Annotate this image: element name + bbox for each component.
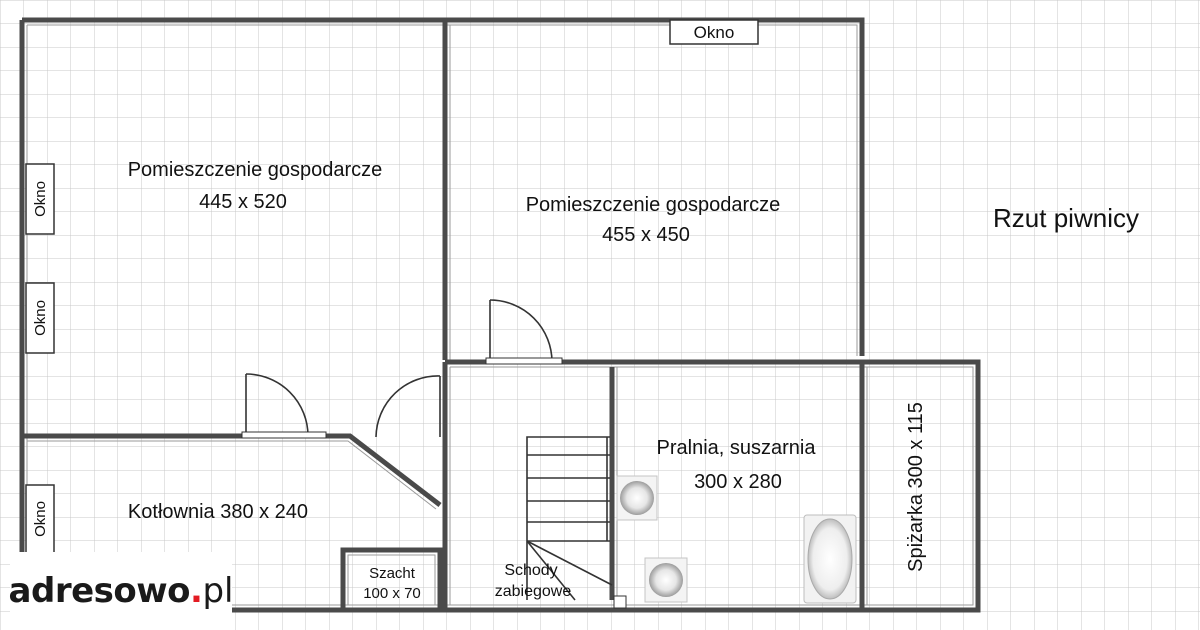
washing-machine-2 bbox=[645, 558, 687, 602]
plan-title: Rzut piwnicy bbox=[993, 203, 1139, 233]
svg-text:Okno: Okno bbox=[32, 181, 49, 217]
room-2-size: 455 x 450 bbox=[602, 224, 690, 246]
room-szacht-name: Szacht bbox=[369, 565, 415, 582]
room-pralnia-size: 300 x 280 bbox=[694, 471, 782, 493]
room-spizarka-label: Spiżarka 300 x 115 bbox=[905, 402, 927, 572]
logo-dot: . bbox=[190, 571, 203, 611]
svg-text:Okno: Okno bbox=[693, 23, 735, 42]
window-left-2 bbox=[26, 283, 54, 353]
washing-machine-1 bbox=[617, 476, 657, 520]
room-2-name: Pomieszczenie gospodarcze bbox=[525, 194, 781, 216]
window-left-3 bbox=[26, 485, 54, 553]
svg-text:Okno: Okno bbox=[32, 501, 49, 537]
room-kotlownia-label: Kotłownia 380 x 240 bbox=[127, 501, 309, 523]
bathtub bbox=[804, 515, 856, 603]
window-top bbox=[670, 20, 758, 44]
svg-text:Okno: Okno bbox=[32, 300, 49, 336]
room-1-name: Pomieszczenie gospodarcze bbox=[127, 159, 383, 181]
room-1-size: 445 x 520 bbox=[199, 191, 287, 213]
stairs-subname: zabiegowe bbox=[494, 583, 572, 600]
logo-main-text: adresowo bbox=[8, 571, 191, 611]
stairs-name: Schody bbox=[504, 562, 558, 579]
window-left-1 bbox=[26, 164, 54, 234]
brand-logo bbox=[10, 552, 232, 630]
room-pralnia-name: Pralnia, suszarnia bbox=[656, 437, 816, 459]
room-szacht-size: 100 x 70 bbox=[363, 585, 421, 602]
logo-tld: pl bbox=[202, 571, 234, 611]
